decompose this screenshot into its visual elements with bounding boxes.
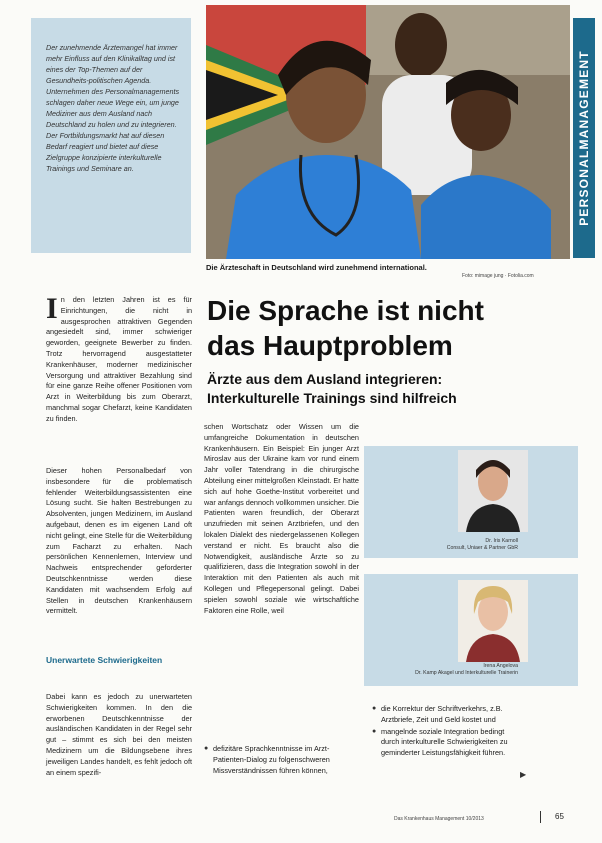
footer-divider: [540, 811, 541, 823]
continue-arrow-icon: ▶: [520, 770, 527, 779]
column-1-text-1: n den letzten Jahren ist es für Einrichtungen, die nicht in ausgesprochen attraktiven Gegenden angesiedelt sind, immer schwieriger geworden, geeignete Bewerber zu finden. Trotz hervorragend ausgestatteter Krankenhäuser, moderner medizinischer Versorgung und attraktiver Bezahlung sind für eine ganze Reihe offener Positionen vom Arzt in Weiterbildung bis zum Oberarzt, manchmal sogar Chefarzt, keine Kandidaten zu finden.: [46, 295, 192, 423]
portrait-name: Dr. Iris Karnoll: [485, 538, 518, 544]
person-avatar-icon: [458, 450, 528, 532]
portrait-caption: [388, 538, 518, 552]
bullet-item: ● defizitäre Sprachkenntnisse im Arzt-Patienten-Dialog zu folgenschweren Missverständnissen führen können,: [204, 744, 359, 776]
portrait-photo: [458, 450, 528, 532]
portrait-role: Consult, Uniaer & Partner GbR: [446, 545, 518, 551]
section-tab: [573, 18, 595, 258]
column-2-paragraph: schen Wortschatz oder Wissen um die umfangreiche Dokumentation in deutschen Krankenhäusern. Ein Beispiel: Ein junger Arzt Miroslav aus der Ukraine kam vor rund einem Jahr voller Tatendrang in die chirurgische Abteilung einer mittelgroßen Kleinstadt. Er hatte sich auf hohe Goethe-Institut vorbereitet und war anfangs dennoch vollkommen unsicher. Die Patienten waren freundlich, der Oberarzt unzufrieden mit seinen Arztbriefen, und den lokalen Dialekt des niedergelassenen Kollegen verstand er nicht. Es braucht also die Notwendigkeit, ausländische Ärzte so zu qualifizieren, dass die Integration sowohl in der Interaktion mit den Patienten als auch mit Kollegen und Pflegepersonal gelingt. Dabei spielen sowohl soziale wie wirtschaftliche Faktoren eine Rolle, weil: [204, 422, 359, 615]
portrait-name: Irena Angelova: [483, 663, 518, 669]
portrait-role: Dr. Kamp Akagel und Interkulturelle Trainerin: [415, 670, 518, 676]
doctors-photo: [206, 5, 570, 259]
dropcap: I: [46, 292, 58, 325]
doctors-illustration: [206, 5, 570, 259]
section-tab-label: PERSONALMANAGEMENT: [577, 50, 591, 226]
portrait-photo: [458, 580, 528, 662]
column-2-bullets: [204, 744, 359, 776]
page-number: 65: [555, 812, 564, 821]
column-1-paragraph-1: [46, 292, 192, 425]
portrait-caption: [388, 663, 518, 677]
bullet-item: ● mangelnde soziale Integration bedingt durch interkulturelle Schwierigkeiten zu geminderter Leistungsfähigkeit führen.: [372, 727, 522, 759]
intro-text: Der zunehmende Ärztemangel hat immer mehr Einfluss auf den Klinikalltag und ist eines der Top-Themen auf der Gesundheits-politischen Agenda. Unternehmen des Personalmanagements schlagen daher neue Wege ein, um junge Mediziner aus dem Ausland nach Deutschland zu holen und zu integrieren. Der Fortbildungsmarkt hat auf diesen Bedarf reagiert und bietet auf diese Zielgruppe konzipierte interkulturelle Trainings und Seminare an.: [46, 43, 180, 173]
column-3-bullets: [372, 704, 522, 760]
person-avatar-icon: [458, 580, 528, 662]
subheading: Unerwartete Schwierigkeiten: [46, 655, 163, 665]
column-1-paragraph-3: Dabei kann es jedoch zu unerwarteten Schwierigkeiten kommen. In den die erworbenen Deutschkenntnisse der ausländischen Kandidaten in der Regel sehr gut – stimmt es sich bei den meisten Medizinern um die Bildungsebene ihres jeweiligen Landes handelt, es fehlt jedoch oft an einem spezifi-: [46, 692, 192, 777]
footer-publication: Das Krankenhaus Management 10/2013: [394, 816, 484, 822]
article-title: Die Sprache ist nicht das Hauptproblem: [207, 295, 484, 361]
bullet-item: ● die Korrektur der Schriftverkehrs, z.B. Arztbriefe, Zeit und Geld kostet und: [372, 704, 522, 726]
photo-credit: Foto: mimage jung · Fotolia.com: [462, 273, 534, 279]
column-1-paragraph-2: Dieser hohen Personalbedarf von insbesondere für die problematisch fehlender Weiterbildungsassistenten eine Lösung sucht. Sie halten Bestrebungen zu Absolventen, jungen Medizinern, im Ausland aufgebaut, denen es im eigenen Land oft nicht gelingt, eine Stelle für die Weiterbildung zum Facharzt zu erhalten. Nach persönlichen Kennenlernen, Interview und Nachweis entsprechender geforderter Deutschkenntnisse werden diese Kandidaten mit wachsendem Erfolg auf Stellen in deutschen Krankenhäusern vermittelt.: [46, 466, 192, 616]
photo-caption: Die Ärzteschaft in Deutschland wird zunehmend international.: [206, 263, 427, 272]
article-subtitle: Ärzte aus dem Ausland integrieren: Interkulturelle Trainings sind hilfreich: [207, 371, 457, 406]
